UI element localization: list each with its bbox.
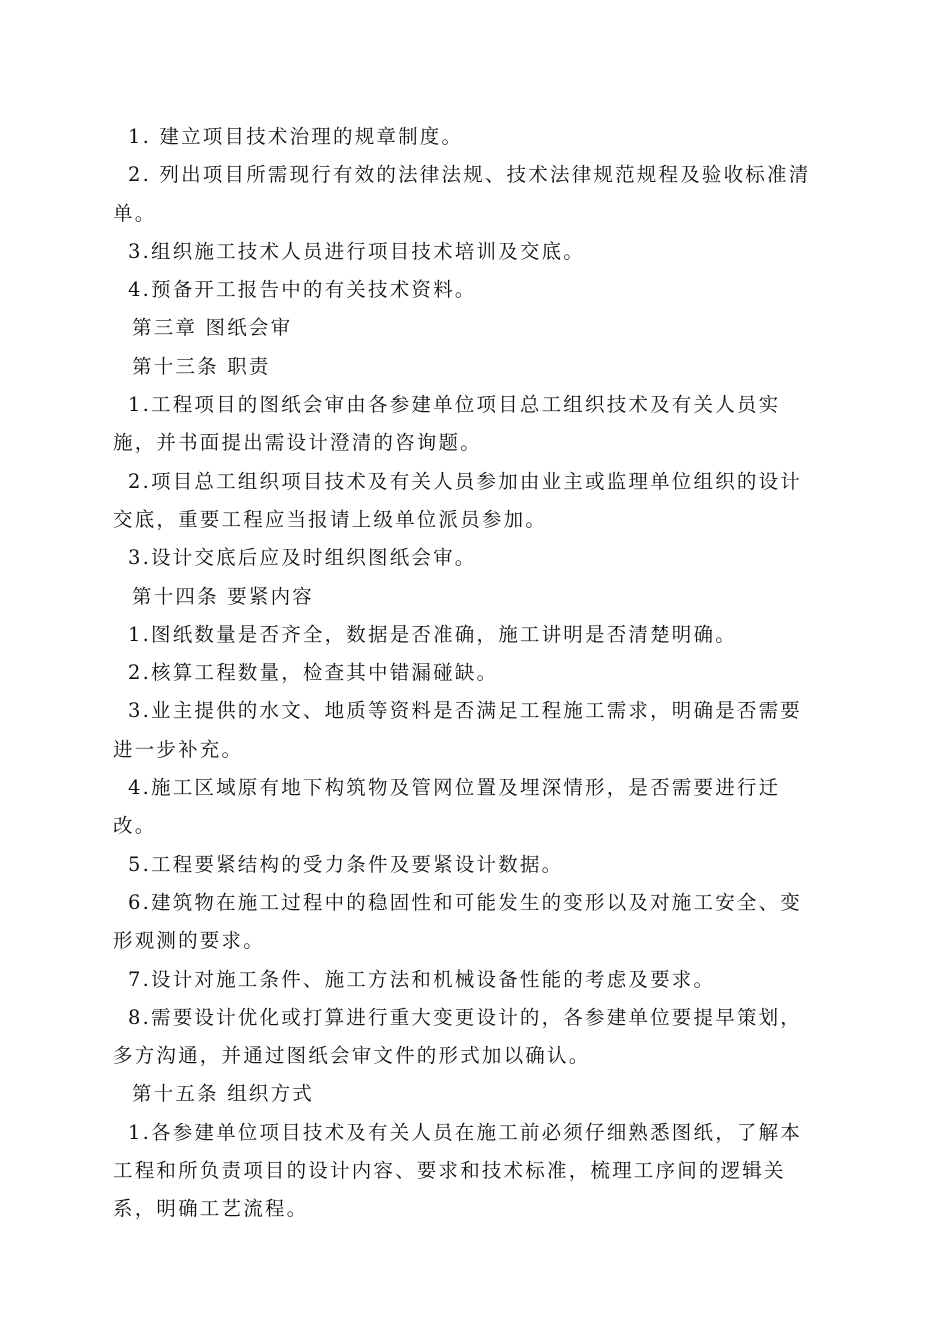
item-paragraph: 2.核算工程数量，检查其中错漏碰缺。 (128, 661, 499, 685)
item-paragraph: 2. 列出项目所需现行有效的法律法规、技术法律规范规程及验收标准清单。 (113, 163, 811, 225)
article-heading: 第十四条 要紧内容 (132, 584, 314, 608)
item-paragraph: 3.设计交底后应及时组织图纸会审。 (128, 546, 477, 570)
item-paragraph: 8.需要设计优化或打算进行重大变更设计的，各参建单位要提早策划，多方沟通，并通过图纸会审文件的形式加以确认。 (113, 1005, 803, 1068)
item-paragraph: 4.预备开工报告中的有关技术资料。 (128, 278, 477, 302)
chapter-heading: 第三章 图纸会审 (132, 316, 293, 340)
item-paragraph: 1.各参建单位项目技术及有关人员在施工前必须仔细熟悉图纸，了解本工程和所负责项目的设计内容、要求和技术标准，梳理工序间的逻辑关系，明确工艺流程。 (113, 1120, 803, 1221)
item-paragraph: 4.施工区域原有地下构筑物及管网位置及埋深情形，是否需要进行迁改。 (113, 776, 781, 838)
item-paragraph: 1.工程项目的图纸会审由各参建单位项目总工组织技术及有关人员实施，并书面提出需设计澄清的咨询题。 (113, 393, 781, 455)
article-heading: 第十五条 组织方式 (132, 1082, 314, 1106)
item-paragraph: 2.项目总工组织项目技术及有关人员参加由业主或监理单位组织的设计交底，重要工程应当报请上级单位派员参加。 (113, 469, 803, 531)
item-paragraph: 5.工程要紧结构的受力条件及要紧设计数据。 (128, 852, 564, 876)
item-paragraph: 1.图纸数量是否齐全，数据是否准确，施工讲明是否清楚明确。 (128, 622, 737, 646)
item-paragraph: 1. 建立项目技术治理的规章制度。 (128, 125, 464, 148)
item-paragraph: 3.业主提供的水文、地质等资料是否满足工程施工需求，明确是否需要进一步补充。 (113, 699, 803, 761)
item-paragraph: 3.组织施工技术人员进行项目技术培训及交底。 (128, 239, 586, 263)
item-paragraph: 6.建筑物在施工过程中的稳固性和可能发生的变形以及对施工安全、变形观测的要求。 (113, 890, 803, 953)
article-heading: 第十三条 职责 (132, 354, 271, 378)
item-paragraph: 7.设计对施工条件、施工方法和机械设备性能的考虑及要求。 (128, 967, 716, 991)
